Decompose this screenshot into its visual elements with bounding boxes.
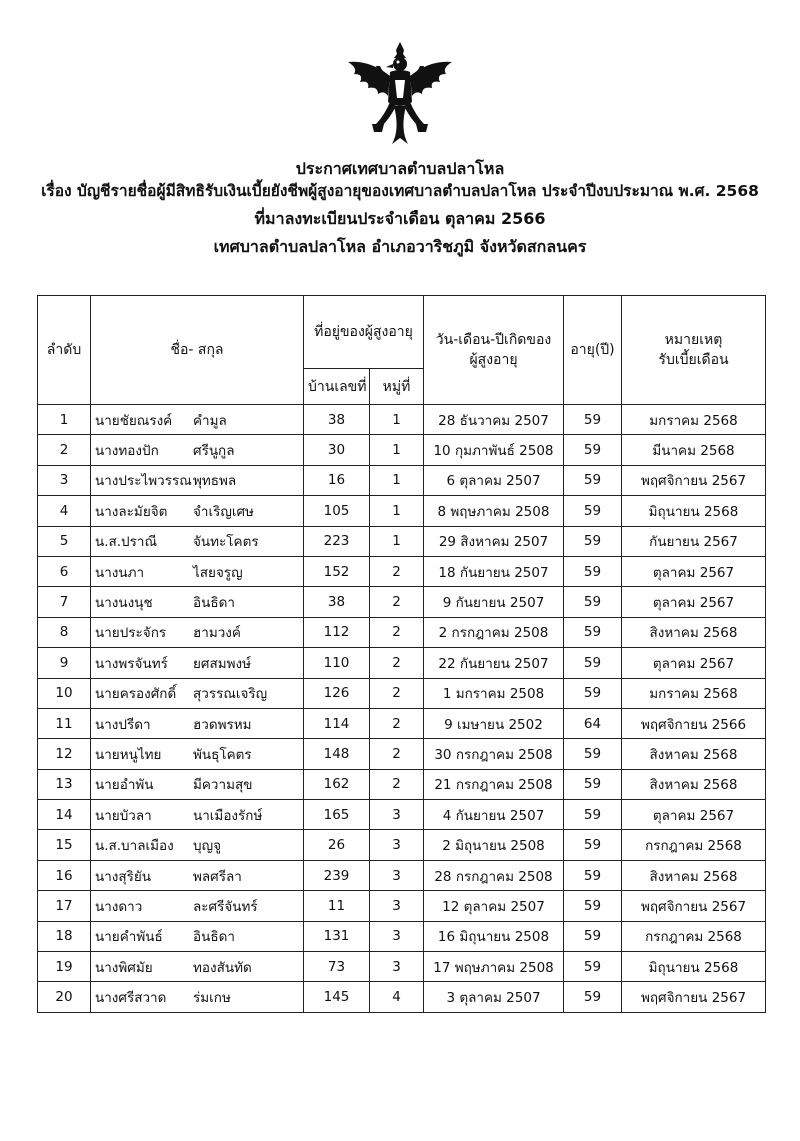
cell-age: 59: [564, 769, 622, 799]
cell-first-name: นายชัยณรงค์: [95, 412, 173, 429]
cell-dob: 16 มิถุนายน 2508: [424, 921, 564, 951]
cell-last-name: คำมูล: [193, 412, 227, 429]
cell-last-name: อินธิดา: [193, 595, 235, 612]
cell-last-name: ฮามวงค์: [193, 625, 241, 642]
cell-first-name: นายคำพันธ์: [95, 929, 163, 946]
cell-first-name: นางละมัยจิต: [95, 503, 168, 520]
cell-name: [91, 496, 304, 526]
cell-house-no: 26: [304, 830, 370, 860]
cell-no: 8: [38, 617, 91, 647]
cell-dob: 1 มกราคม 2508: [424, 678, 564, 708]
cell-last-name: อินธิดา: [193, 929, 235, 946]
cell-age: 64: [564, 708, 622, 738]
cell-dob: 22 กันยายน 2507: [424, 648, 564, 678]
cell-moo: 2: [370, 648, 424, 678]
cell-dob: 28 ธันวาคม 2507: [424, 405, 564, 435]
cell-note: สิงหาคม 2568: [622, 617, 766, 647]
cell-moo: 4: [370, 982, 424, 1012]
table-row: [38, 435, 766, 465]
cell-name: [91, 982, 304, 1012]
cell-name: [91, 648, 304, 678]
cell-dob: 8 พฤษภาคม 2508: [424, 496, 564, 526]
cell-moo: 3: [370, 860, 424, 890]
cell-house-no: 131: [304, 921, 370, 951]
cell-first-name: นางประไพวรรณ: [95, 473, 192, 490]
table-row: [38, 678, 766, 708]
cell-moo: 1: [370, 405, 424, 435]
cell-moo: 3: [370, 952, 424, 982]
cell-house-no: 223: [304, 526, 370, 556]
cell-first-name: นางทองปัก: [95, 443, 159, 460]
announcement-subject: เรื่อง บัญชีรายชื่อผู้มีสิทธิรับเงินเบี้ยยังชีพผู้สูงอายุของเทศบาลตำบลปลาโหล ประจำปีงบประมาณ พ.ศ. 2568: [41, 182, 759, 200]
cell-age: 59: [564, 526, 622, 556]
cell-moo: 2: [370, 678, 424, 708]
cell-moo: 3: [370, 921, 424, 951]
cell-note: พฤศจิกายน 2567: [622, 465, 766, 495]
cell-note: พฤศจิกายน 2567: [622, 891, 766, 921]
cell-last-name: พลศรีลา: [193, 868, 242, 885]
cell-note: มีนาคม 2568: [622, 435, 766, 465]
cell-house-no: 112: [304, 617, 370, 647]
cell-no: 7: [38, 587, 91, 617]
cell-dob: 10 กุมภาพันธ์ 2508: [424, 435, 564, 465]
cell-last-name: จันทะโคตร: [193, 534, 259, 551]
cell-note: มิถุนายน 2568: [622, 496, 766, 526]
table-row: [38, 526, 766, 556]
header-age: อายุ(ปี): [564, 296, 622, 405]
cell-first-name: นางสุริยัน: [95, 868, 152, 885]
cell-name: [91, 556, 304, 586]
cell-no: 17: [38, 891, 91, 921]
cell-first-name: นายประจักร: [95, 625, 167, 642]
garuda-emblem-icon: [340, 40, 460, 148]
cell-first-name: นายบัวลา: [95, 807, 152, 824]
cell-first-name: นางพรจันทร์: [95, 655, 168, 672]
table-row: [38, 891, 766, 921]
cell-note: สิงหาคม 2568: [622, 860, 766, 890]
cell-name: [91, 952, 304, 982]
cell-no: 10: [38, 678, 91, 708]
beneficiary-table: [37, 295, 766, 1013]
cell-no: 14: [38, 800, 91, 830]
cell-moo: 2: [370, 617, 424, 647]
cell-no: 11: [38, 708, 91, 738]
cell-name: [91, 739, 304, 769]
cell-name: [91, 617, 304, 647]
cell-note: กรกฎาคม 2568: [622, 830, 766, 860]
cell-age: 59: [564, 617, 622, 647]
header-no: ลำดับ: [38, 296, 91, 405]
cell-moo: 1: [370, 526, 424, 556]
cell-note: ตุลาคม 2567: [622, 648, 766, 678]
cell-age: 59: [564, 921, 622, 951]
header-dob-line1: วัน-เดือน-ปีเกิดของ: [435, 332, 552, 348]
cell-dob: 17 พฤษภาคม 2508: [424, 952, 564, 982]
cell-age: 59: [564, 891, 622, 921]
cell-moo: 2: [370, 769, 424, 799]
cell-first-name: นายอำพัน: [95, 777, 154, 794]
cell-age: 59: [564, 435, 622, 465]
table-row: [38, 769, 766, 799]
table-row: [38, 800, 766, 830]
cell-age: 59: [564, 739, 622, 769]
header-name: ชื่อ- สกุล: [91, 296, 304, 405]
cell-dob: 2 กรกฎาคม 2508: [424, 617, 564, 647]
document-header: [0, 158, 800, 258]
cell-dob: 29 สิงหาคม 2507: [424, 526, 564, 556]
cell-note: มกราคม 2568: [622, 678, 766, 708]
cell-note: สิงหาคม 2568: [622, 769, 766, 799]
cell-age: 59: [564, 587, 622, 617]
cell-age: 59: [564, 952, 622, 982]
cell-name: [91, 526, 304, 556]
cell-moo: 3: [370, 800, 424, 830]
cell-name: [91, 921, 304, 951]
cell-first-name: นางปรีดา: [95, 716, 151, 733]
header-note-line2: รับเบี้ยเดือน: [658, 352, 729, 368]
cell-first-name: นางนภา: [95, 564, 145, 581]
cell-name: [91, 891, 304, 921]
cell-note: ตุลาคม 2567: [622, 587, 766, 617]
cell-house-no: 126: [304, 678, 370, 708]
table-row: [38, 617, 766, 647]
cell-dob: 4 กันยายน 2507: [424, 800, 564, 830]
cell-age: 59: [564, 648, 622, 678]
cell-dob: 12 ตุลาคม 2507: [424, 891, 564, 921]
cell-house-no: 30: [304, 435, 370, 465]
table-row: [38, 556, 766, 586]
registration-month: ที่มาลงทะเบียนประจำเดือน ตุลาคม 2566: [254, 209, 546, 228]
cell-age: 59: [564, 465, 622, 495]
cell-age: 59: [564, 982, 622, 1012]
cell-house-no: 145: [304, 982, 370, 1012]
cell-moo: 1: [370, 496, 424, 526]
cell-age: 59: [564, 556, 622, 586]
cell-note: มกราคม 2568: [622, 405, 766, 435]
table-row: [38, 952, 766, 982]
cell-note: มิถุนายน 2568: [622, 952, 766, 982]
cell-note: สิงหาคม 2568: [622, 739, 766, 769]
cell-no: 6: [38, 556, 91, 586]
table-row: [38, 830, 766, 860]
cell-moo: 2: [370, 587, 424, 617]
cell-note: พฤศจิกายน 2567: [622, 982, 766, 1012]
cell-last-name: ไสยจรูญ: [193, 564, 243, 581]
cell-note: กรกฎาคม 2568: [622, 921, 766, 951]
cell-house-no: 11: [304, 891, 370, 921]
cell-no: 3: [38, 465, 91, 495]
cell-age: 59: [564, 405, 622, 435]
cell-name: [91, 769, 304, 799]
cell-moo: 2: [370, 556, 424, 586]
cell-no: 15: [38, 830, 91, 860]
cell-last-name: ร่มเกษ: [193, 990, 231, 1007]
cell-name: [91, 465, 304, 495]
cell-dob: 3 ตุลาคม 2507: [424, 982, 564, 1012]
table-row: [38, 405, 766, 435]
cell-house-no: 165: [304, 800, 370, 830]
cell-last-name: ฮวดพรหม: [193, 716, 252, 733]
cell-moo: 2: [370, 739, 424, 769]
cell-note: ตุลาคม 2567: [622, 556, 766, 586]
cell-house-no: 38: [304, 587, 370, 617]
cell-no: 13: [38, 769, 91, 799]
cell-house-no: 38: [304, 405, 370, 435]
cell-last-name: มีความสุข: [193, 777, 253, 794]
cell-first-name: น.ส.บาลเมือง: [95, 838, 174, 855]
cell-first-name: นางดาว: [95, 898, 143, 915]
table-row: [38, 708, 766, 738]
cell-no: 9: [38, 648, 91, 678]
cell-moo: 1: [370, 435, 424, 465]
table-row: [38, 860, 766, 890]
cell-dob: 21 กรกฎาคม 2508: [424, 769, 564, 799]
cell-dob: 6 ตุลาคม 2507: [424, 465, 564, 495]
cell-moo: 2: [370, 708, 424, 738]
cell-dob: 18 กันยายน 2507: [424, 556, 564, 586]
cell-name: [91, 860, 304, 890]
cell-moo: 1: [370, 465, 424, 495]
header-dob-line2: ผู้สูงอายุ: [469, 352, 518, 368]
cell-no: 2: [38, 435, 91, 465]
cell-no: 4: [38, 496, 91, 526]
table-row: [38, 496, 766, 526]
header-note: [622, 296, 766, 405]
cell-no: 18: [38, 921, 91, 951]
cell-age: 59: [564, 800, 622, 830]
table-row: [38, 739, 766, 769]
table-row: [38, 982, 766, 1012]
table-row: [38, 921, 766, 951]
cell-name: [91, 405, 304, 435]
cell-no: 20: [38, 982, 91, 1012]
cell-last-name: บุญจู: [193, 838, 221, 855]
header-dob: [424, 296, 564, 405]
cell-house-no: 114: [304, 708, 370, 738]
cell-first-name: นางพิศมัย: [95, 959, 153, 976]
municipality-location: เทศบาลตำบลปลาโหล อำเภอวาริชภูมิ จังหวัดสกลนคร: [213, 237, 587, 256]
cell-last-name: นาเมืองรักษ์: [193, 807, 263, 824]
cell-first-name: น.ส.ปราณี: [95, 534, 157, 551]
table-row: [38, 648, 766, 678]
cell-last-name: ละศรีจันทร์: [193, 898, 258, 915]
cell-house-no: 73: [304, 952, 370, 982]
cell-dob: 28 กรกฎาคม 2508: [424, 860, 564, 890]
cell-dob: 9 เมษายน 2502: [424, 708, 564, 738]
cell-last-name: ทองสันทัด: [193, 959, 252, 976]
cell-moo: 3: [370, 830, 424, 860]
header-moo: หมู่ที่: [370, 369, 424, 405]
header-note-line1: หมายเหตุ: [664, 332, 723, 348]
cell-dob: 9 กันยายน 2507: [424, 587, 564, 617]
cell-last-name: ยศสมพงษ์: [193, 655, 252, 672]
cell-name: [91, 830, 304, 860]
cell-last-name: จำเริญเศษ: [193, 503, 254, 520]
cell-dob: 30 กรกฎาคม 2508: [424, 739, 564, 769]
cell-age: 59: [564, 830, 622, 860]
cell-house-no: 16: [304, 465, 370, 495]
cell-dob: 2 มิถุนายน 2508: [424, 830, 564, 860]
cell-note: ตุลาคม 2567: [622, 800, 766, 830]
cell-first-name: นางศรีสวาด: [95, 990, 167, 1007]
cell-house-no: 239: [304, 860, 370, 890]
cell-house-no: 110: [304, 648, 370, 678]
cell-first-name: นายหนูไทย: [95, 746, 162, 763]
cell-note: พฤศจิกายน 2566: [622, 708, 766, 738]
cell-no: 1: [38, 405, 91, 435]
cell-name: [91, 587, 304, 617]
cell-last-name: สุวรรณเจริญ: [193, 686, 268, 703]
cell-name: [91, 678, 304, 708]
cell-no: 12: [38, 739, 91, 769]
cell-house-no: 148: [304, 739, 370, 769]
cell-no: 5: [38, 526, 91, 556]
cell-last-name: พุทธพล: [193, 473, 237, 490]
cell-house-no: 105: [304, 496, 370, 526]
cell-last-name: พันธุโคตร: [193, 746, 252, 763]
cell-first-name: นายครองศักดิ์: [95, 686, 177, 703]
cell-house-no: 152: [304, 556, 370, 586]
cell-age: 59: [564, 678, 622, 708]
header-address: ที่อยู่ของผู้สูงอายุ: [304, 296, 424, 369]
cell-no: 16: [38, 860, 91, 890]
cell-age: 59: [564, 860, 622, 890]
cell-name: [91, 708, 304, 738]
table-row: [38, 587, 766, 617]
announcement-title: ประกาศเทศบาลตำบลปลาโหล: [295, 159, 505, 178]
cell-last-name: ศรีนูกูล: [193, 443, 235, 460]
cell-first-name: นางนงนุช: [95, 595, 153, 612]
cell-moo: 3: [370, 891, 424, 921]
cell-no: 19: [38, 952, 91, 982]
header-house-no: บ้านเลขที่: [304, 369, 370, 405]
cell-house-no: 162: [304, 769, 370, 799]
cell-age: 59: [564, 496, 622, 526]
cell-name: [91, 800, 304, 830]
table-row: [38, 465, 766, 495]
cell-note: กันยายน 2567: [622, 526, 766, 556]
cell-name: [91, 435, 304, 465]
